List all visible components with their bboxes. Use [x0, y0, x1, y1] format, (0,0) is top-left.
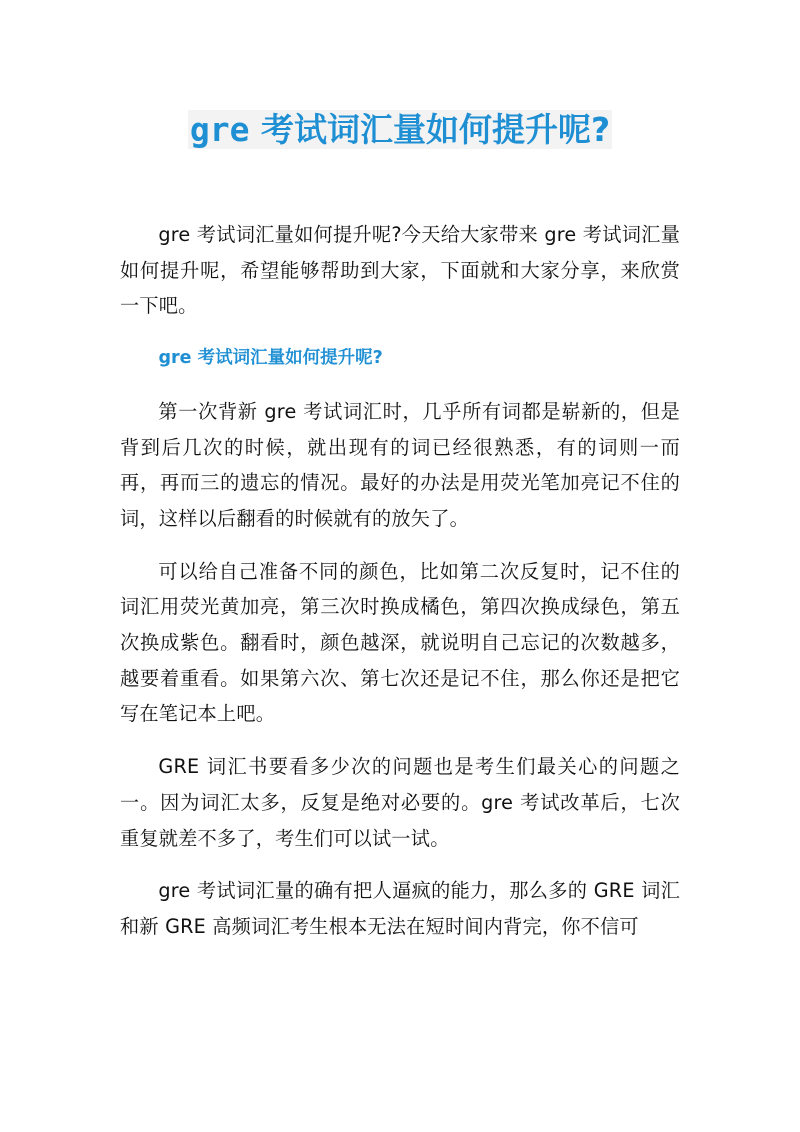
body-paragraph-3: GRE 词汇书要看多少次的问题也是考生们最关心的问题之一。因为词汇太多，反复是绝对必要的。gre 考试改革后，七次重复就差不多了，考生们可以试一试。 — [120, 755, 680, 850]
body-paragraph-1: 第一次背新 gre 考试词汇时，几乎所有词都是崭新的，但是背到后几次的时候，就出现有的词已经很熟悉，有的词则一而再，再而三的遗忘的情况。最好的办法是用荧光笔加亮记不住的词，这样以后翻看的时候就有的放矢了。 — [120, 399, 680, 530]
body-paragraph-2: 可以给自己准备不同的颜色，比如第二次反复时，记不住的词汇用荧光黄加亮，第三次时换成橘色，第四次换成绿色，第五次换成紫色。翻看时，颜色越深，就说明自己忘记的次数越多，越要着重看。如果第六次、第七次还是记不住，那么你还是把它写在笔记本上吧。 — [120, 559, 680, 726]
title-latin-part: gre — [189, 110, 250, 149]
title-highlight — [188, 110, 612, 149]
body-paragraph-4: gre 考试词汇量的确有把人逼疯的能力，那么多的 GRE 词汇和新 GRE 高频词汇考生根本无法在短时间内背完，你不信可 — [120, 879, 680, 938]
article-body — [120, 217, 680, 962]
section-heading: gre 考试词汇量如何提升呢? — [158, 348, 383, 369]
page-title — [0, 106, 800, 154]
title-cjk-part: 考试词汇量如何提升呢? — [260, 110, 611, 149]
intro-paragraph: gre 考试词汇量如何提升呢?今天给大家带来 gre 考试词汇量如何提升呢，希望能够帮助到大家，下面就和大家分享，来欣赏一下吧。 — [120, 223, 680, 318]
